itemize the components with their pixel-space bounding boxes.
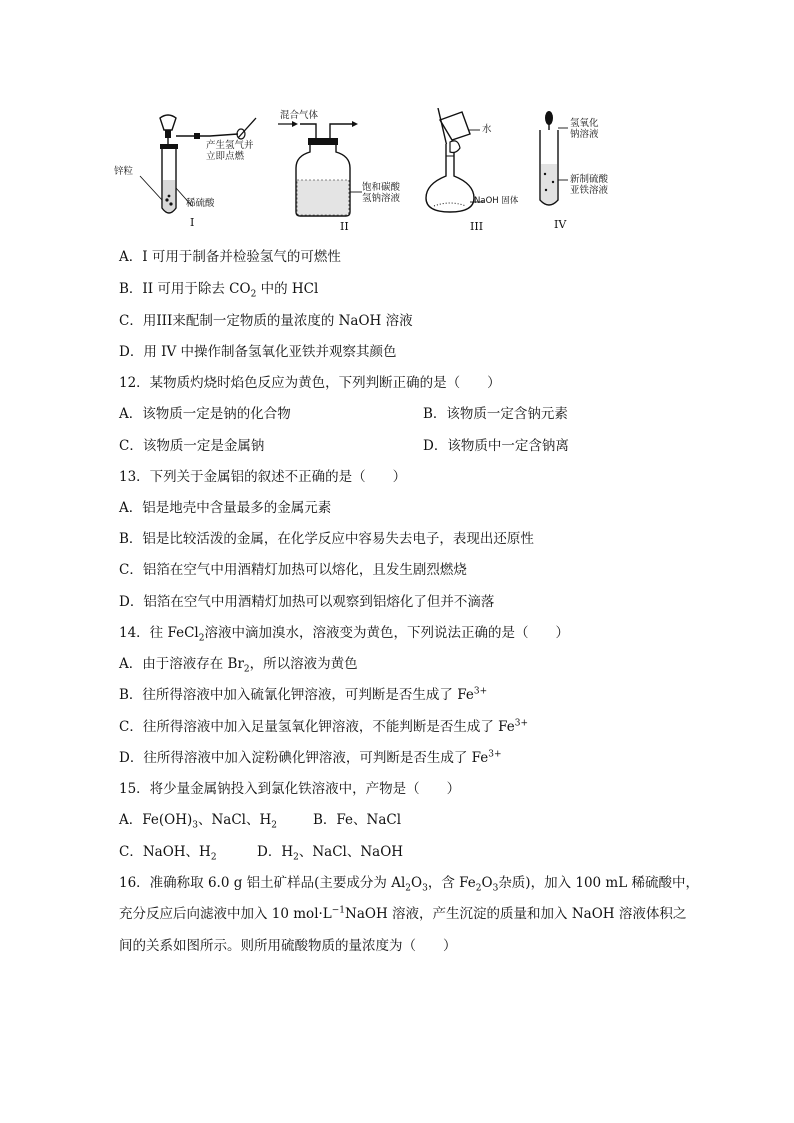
q12-option-b: B．该物质一定含钠元素 [423,406,568,422]
q16-stem-line-1: 16．准确称取 6.0 g 铝土矿样品(主要成分为 $Al_2O_3$，含 $Fe_2O_3$杂质)，加入 100 mL 稀硫酸中， [119,875,699,894]
q15-option-d: D．$H_2$、NaCl、NaOH [257,844,404,863]
q11-option-a: A．I 可用于制备并检验氢气的可燃性 [119,249,341,265]
q16-stem-line-3: 间的关系如图所示。则所用硫酸物质的量浓度为（ ） [119,938,457,954]
q12-option-d: D．该物质中一定含钠离 [423,438,569,454]
label-fresh-ferrous-sulfate: 新制硫酸 亚铁溶液 [570,174,609,196]
apparatus-figure [110,108,609,236]
q11-option-b: B．II 可用于除去 $CO_2$ 中的 HCl [119,281,319,300]
q14-option-c: C．往所得溶液中加入足量氢氧化钾溶液，不能判断是否生成了 $Fe^{3+}$ [119,718,529,735]
roman-numeral-i: I [190,216,195,229]
q14-option-b: B．往所得溶液中加入硫氰化钾溶液，可判断是否生成了 $Fe^{3+}$ [119,686,488,703]
q12-option-c: C．该物质一定是金属钠 [119,438,265,454]
roman-numeral-iv: IV [554,218,567,231]
q11-option-c: C．用III来配制一定物质的量浓度的 NaOH 溶液 [119,313,413,329]
roman-numeral-ii: II [340,220,349,233]
q13-option-c: C．铝箔在空气中用酒精灯加热可以熔化，且发生剧烈燃烧 [119,562,467,578]
label-saturated-sodium-bicarbonate: 饱和碳酸 氢钠溶液 [362,182,401,204]
label-mixed-gas: 混合气体 [280,110,319,121]
q14-stem: 14．往 FeCl$_2$溶液中滴加溴水，溶液变为黄色，下列说法正确的是（ ） [119,625,569,644]
q11-option-d: D．用 IV 中操作制备氢氧化亚铁并观察其颜色 [119,344,397,360]
q15-option-c: C．NaOH、$H_2$ [119,844,217,863]
label-zinc-granules: 锌粒 [114,166,134,177]
apparatus-3-drawing [422,108,522,236]
apparatus-3 [422,108,522,236]
apparatus-1 [110,108,260,236]
label-water: 水 [482,124,492,135]
q12-stem: 12．某物质灼烧时焰色反应为黄色，下列判断正确的是（ ） [119,375,501,391]
q12-option-a: A．该物质一定是钠的化合物 [119,406,291,422]
q15-row-ab [119,811,402,831]
q15-option-b: B．Fe、NaCl [313,812,402,828]
q15-option-a: A．$Fe(OH)_3$、NaCl、$H_2$ [119,812,277,831]
label-sodium-hydroxide-solution: 氢氧化 钠溶液 [570,118,599,140]
label-dilute-sulfuric-acid: 稀硫酸 [186,198,215,209]
label-naoh-solid: NaOH 固体 [474,196,519,206]
apparatus-2 [278,108,408,236]
q15-row-cd [119,843,404,863]
apparatus-4 [528,108,618,236]
q13-option-b: B．铝是比较活泼的金属，在化学反应中容易失去电子，表现出还原性 [119,531,534,547]
apparatus-2-drawing [278,108,408,236]
label-hydrogen-ignite: 产生氢气并 立即点燃 [206,140,254,162]
q12-row-cd [119,437,569,455]
q13-stem: 13．下列关于金属铝的叙述不正确的是（ ） [119,469,407,485]
q13-option-a: A．铝是地壳中含量最多的金属元素 [119,500,332,516]
q13-option-d: D．铝箔在空气中用酒精灯加热可以观察到铝熔化了但并不滴落 [119,594,495,610]
roman-numeral-iii: III [470,220,484,233]
q14-option-d: D．往所得溶液中加入淀粉碘化钾溶液，可判断是否生成了 $Fe^{3+}$ [119,749,502,766]
q14-option-a: A．由于溶液存在 $Br_2$，所以溶液为黄色 [119,656,358,675]
q15-stem: 15．将少量金属钠投入到氯化铁溶液中，产物是（ ） [119,781,461,797]
q12-row-ab [119,405,568,423]
q16-stem-line-2: 充分反应后向滤液中加入 10 $mol\cdot L^{-1}NaOH$ 溶液，产生沉淀的质量和加入 NaOH 溶液体积之 [119,905,687,922]
